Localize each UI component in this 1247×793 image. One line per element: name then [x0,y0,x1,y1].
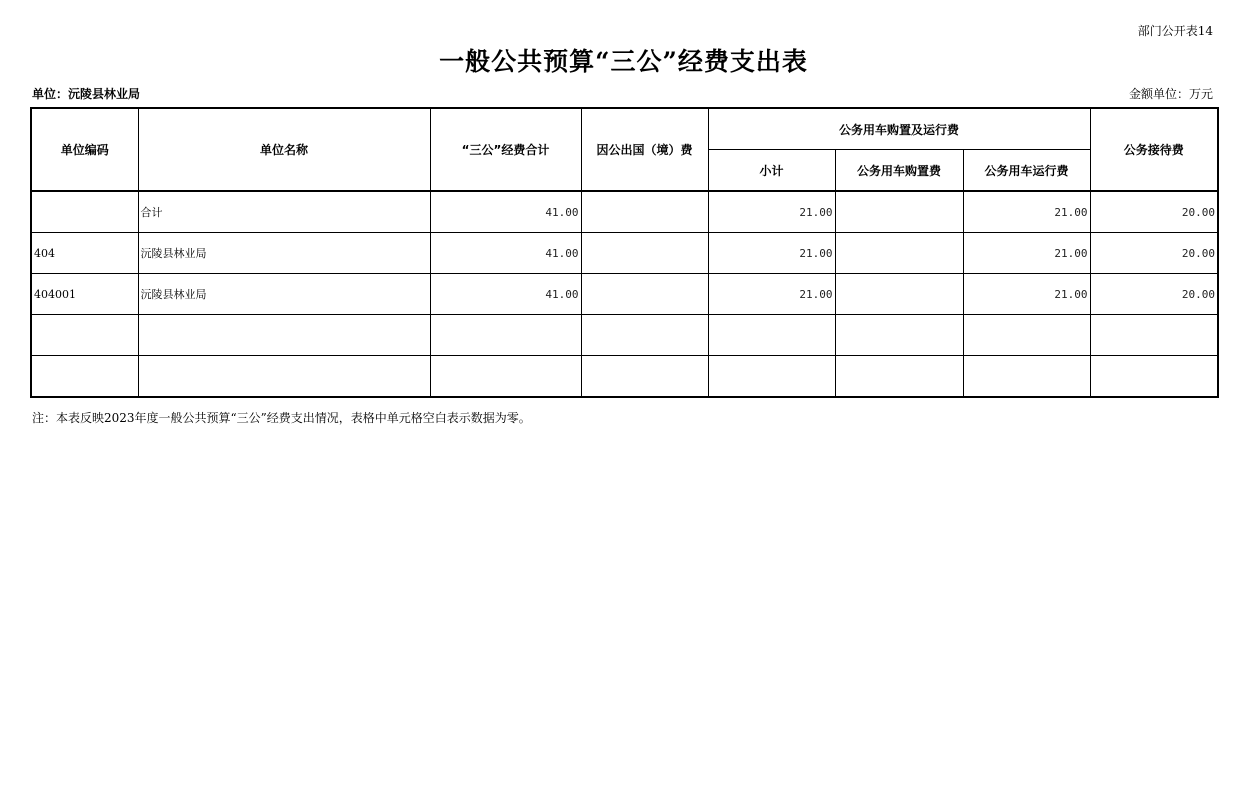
header-vehicle-operation: 公务用车运行费 [963,150,1090,192]
cell-name [138,315,430,356]
cell-code: 404001 [31,274,138,315]
cell-subtotal [708,356,835,398]
table-row [31,315,1218,356]
cell-subtotal: 21.00 [708,274,835,315]
cell-total [430,315,581,356]
cell-operation: 21.00 [963,233,1090,274]
header-vehicle-group: 公务用车购置及运行费 [708,108,1090,150]
cell-overseas [581,315,708,356]
header-overseas: 因公出国（境）费 [581,108,708,191]
cell-total: 41.00 [430,233,581,274]
cell-subtotal: 21.00 [708,191,835,233]
cell-operation [963,356,1090,398]
unit-label: 单位：沅陵县林业局 [32,87,141,101]
cell-code [31,191,138,233]
table-row [31,233,1218,274]
cell-operation [963,315,1090,356]
cell-subtotal: 21.00 [708,233,835,274]
cell-reception: 20.00 [1090,191,1218,233]
cell-code [31,356,138,398]
cell-total: 41.00 [430,191,581,233]
cell-operation: 21.00 [963,274,1090,315]
cell-name: 沅陵县林业局 [138,274,430,315]
header-unit-name: 单位名称 [138,108,430,191]
cell-reception: 20.00 [1090,274,1218,315]
document-code: 部门公开表14 [1137,24,1213,38]
header-unit-code: 单位编码 [31,108,138,191]
cell-overseas [581,356,708,398]
cell-overseas [581,233,708,274]
cell-purchase [835,191,963,233]
header-total: “三公”经费合计 [430,108,581,191]
cell-total [430,356,581,398]
cell-purchase [835,233,963,274]
cell-purchase [835,274,963,315]
page-title: 一般公共预算“三公”经费支出表 [439,47,808,76]
cell-purchase [835,356,963,398]
cell-purchase [835,315,963,356]
cell-overseas [581,191,708,233]
cell-reception [1090,315,1218,356]
table-row [31,356,1218,398]
amount-unit-label: 金额单位：万元 [1128,87,1213,101]
cell-code: 404 [31,233,138,274]
cell-subtotal [708,315,835,356]
cell-name: 合计 [138,191,430,233]
table-row [31,191,1218,233]
cell-reception: 20.00 [1090,233,1218,274]
table-row [31,274,1218,315]
cell-name: 沅陵县林业局 [138,233,430,274]
cell-reception [1090,356,1218,398]
cell-total: 41.00 [430,274,581,315]
cell-code [31,315,138,356]
budget-table [30,107,1219,398]
header-vehicle-purchase: 公务用车购置费 [835,150,963,192]
header-reception: 公务接待费 [1090,108,1218,191]
footnote: 注：本表反映2023年度一般公共预算“三公”经费支出情况，表格中单元格空白表示数据为零。 [32,411,531,425]
header-subtotal: 小计 [708,150,835,192]
cell-name [138,356,430,398]
cell-operation: 21.00 [963,191,1090,233]
cell-overseas [581,274,708,315]
